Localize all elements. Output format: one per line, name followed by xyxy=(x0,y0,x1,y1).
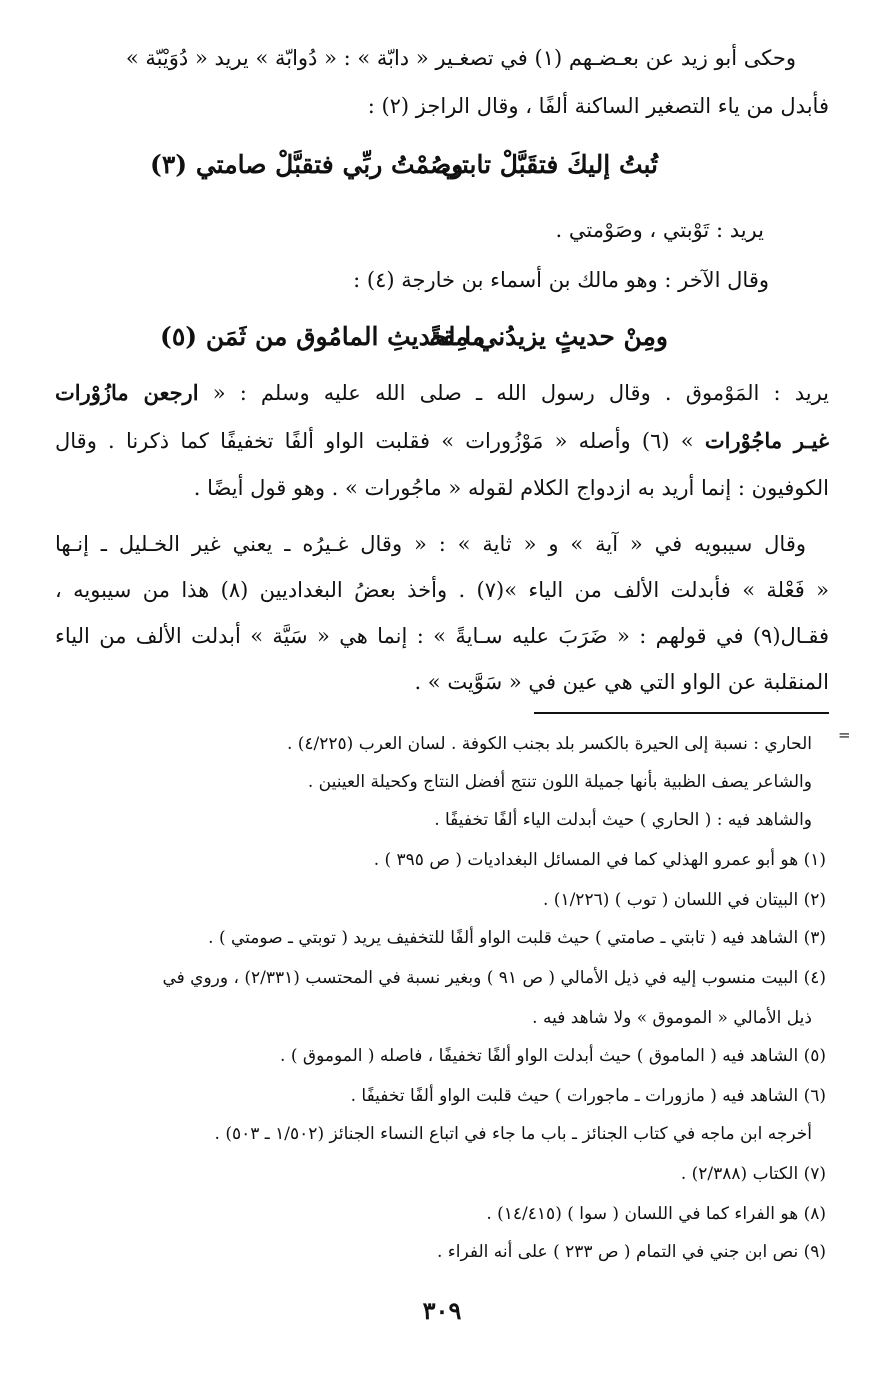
footnote-cont-c: والشاهد فيه : ( الحاري ) حيث أبدلت الياء ألفًا تخفيفًا . xyxy=(434,810,812,830)
body-line-7: الكوفيون : إنما أريد به ازدواج الكلام لقوله « ماجُورات » . وهو قول أيضًا . xyxy=(193,476,829,500)
footnote-6-line-1: (٦) الشاهد فيه ( مازورات ـ ماجورات ) حيث قلبت الواو ألفًا تخفيفًا . xyxy=(350,1086,826,1106)
footnote-separator xyxy=(534,712,829,714)
footnote-4-line-1: (٤) البيت منسوب إليه في ذيل الأمالي ( ص ٩١ ) وبغير نسبة في المحتسب (٢/٣٣١) ، وروي في xyxy=(162,968,826,988)
page-number: ٣٠٩ xyxy=(422,1296,462,1325)
verse-1-first-hemistich: تُبتُ إليكَ فتقَبَّلْ تابتي xyxy=(441,150,658,179)
footnote-8: (٨) هو الفراء كما في اللسان ( سوا ) (١٤/٤١٥) . xyxy=(486,1204,826,1224)
footnote-3: (٣) الشاهد فيه ( تابتي ـ صامتي ) حيث قلبت الواو ألفًا للتخفيف يريد ( توبتي ـ صومتي ) . xyxy=(208,928,826,948)
hadith-quote-2: غيـر ماجُوْرات xyxy=(704,428,829,453)
footnote-4-line-2: ذيل الأمالي « الموموق » ولا شاهد فيه . xyxy=(532,1008,812,1028)
footnote-2: (٢) البيتان في اللسان ( توب ) (١/٢٢٦) . xyxy=(543,890,826,910)
footnote-5: (٥) الشاهد فيه ( الماموق ) حيث أبدلت الواو ألفًا تخفيفًا ، فاصله ( الموموق ) . xyxy=(280,1046,826,1066)
body-line-6-text: » (٦) وأصله « مَوْزُورات » فقلبت الواو ألفًا تخفيفًا كما ذكرنا . وقال xyxy=(55,429,705,453)
body-line-6 xyxy=(55,428,829,453)
body-line-4: وقال الآخر : وهو مالك بن أسماء بن خارجة (٤) : xyxy=(353,268,769,292)
body-line-5-text: يريد : المَوْموق . وقال رسول الله ـ صلى الله عليه وسلم : « xyxy=(198,381,830,405)
body-line-5 xyxy=(55,380,829,405)
margin-mark: = xyxy=(838,726,851,744)
body-line-10: فقـال(٩) في قولهم : « ضَرَبَ عليه سـايةً » : إنما هي « سَيَّة » أبدلت الألف من الياء xyxy=(55,624,829,648)
footnote-1: (١) هو أبو عمرو الهذلي كما في المسائل البغداديات ( ص ٣٩٥ ) . xyxy=(373,850,826,870)
footnote-9: (٩) نص ابن جني في التمام ( ص ٢٣٣ ) على أنه الفراء . xyxy=(436,1242,826,1262)
body-line-8: وقال سيبويه في « آية » و « ثاية » : « وقال غـيرُه ـ يعني غير الخـليل ـ إنـها xyxy=(55,532,806,556)
footnote-7: (٧) الكتاب (٢/٣٨٨) . xyxy=(680,1164,826,1184)
body-line-3: يريد : تَوْبتي ، وصَوْمتي . xyxy=(555,218,764,242)
body-line-1: وحكى أبو زيد عن بعـضـهم (١) في تصغـير « دابّة » : « دُوابّة » يريد « دُوَيْبّة » xyxy=(125,46,796,70)
hadith-quote-1: ارجعن مازُوْرات xyxy=(55,380,199,405)
footnote-cont-b: والشاعر يصف الظبية بأنها جميلة اللون تنتج أفضل النتاج وكحيلة العينين . xyxy=(307,772,812,792)
footnote-6-line-2: أخرجه ابن ماجه في كتاب الجنائز ـ باب ما جاء في اتباع النساء الجنائز (١/٥٠٢ ـ ٥٠٣) . xyxy=(214,1124,812,1144)
verse-1-second-hemistich: وصُمْتُ ربِّي فتقبَّلْ صامتي (٣) xyxy=(150,150,464,179)
verse-2-second-hemistich: ما لحديثِ المامُوق من ثَمَن (٥) xyxy=(160,322,486,351)
footnote-cont-a: الحاري : نسبة إلى الحيرة بالكسر بلد بجنب الكوفة . لسان العرب (٤/٢٢٥) . xyxy=(286,734,812,754)
verse-2-first-hemistich: ومِنْ حديثٍ يزيدُني مِقةً xyxy=(429,322,668,351)
body-line-9: « فَعْلة » فأبدلت الألف من الياء »(٧) . وأخذ بعضُ البغداديين (٨) هذا من سيبويه ، xyxy=(55,578,829,602)
body-line-2: فأبدل من ياء التصغير الساكنة ألفًا ، وقال الراجز (٢) : xyxy=(367,94,829,118)
body-line-11: المنقلبة عن الواو التي هي عين في « سَوَّيت » . xyxy=(414,670,829,694)
